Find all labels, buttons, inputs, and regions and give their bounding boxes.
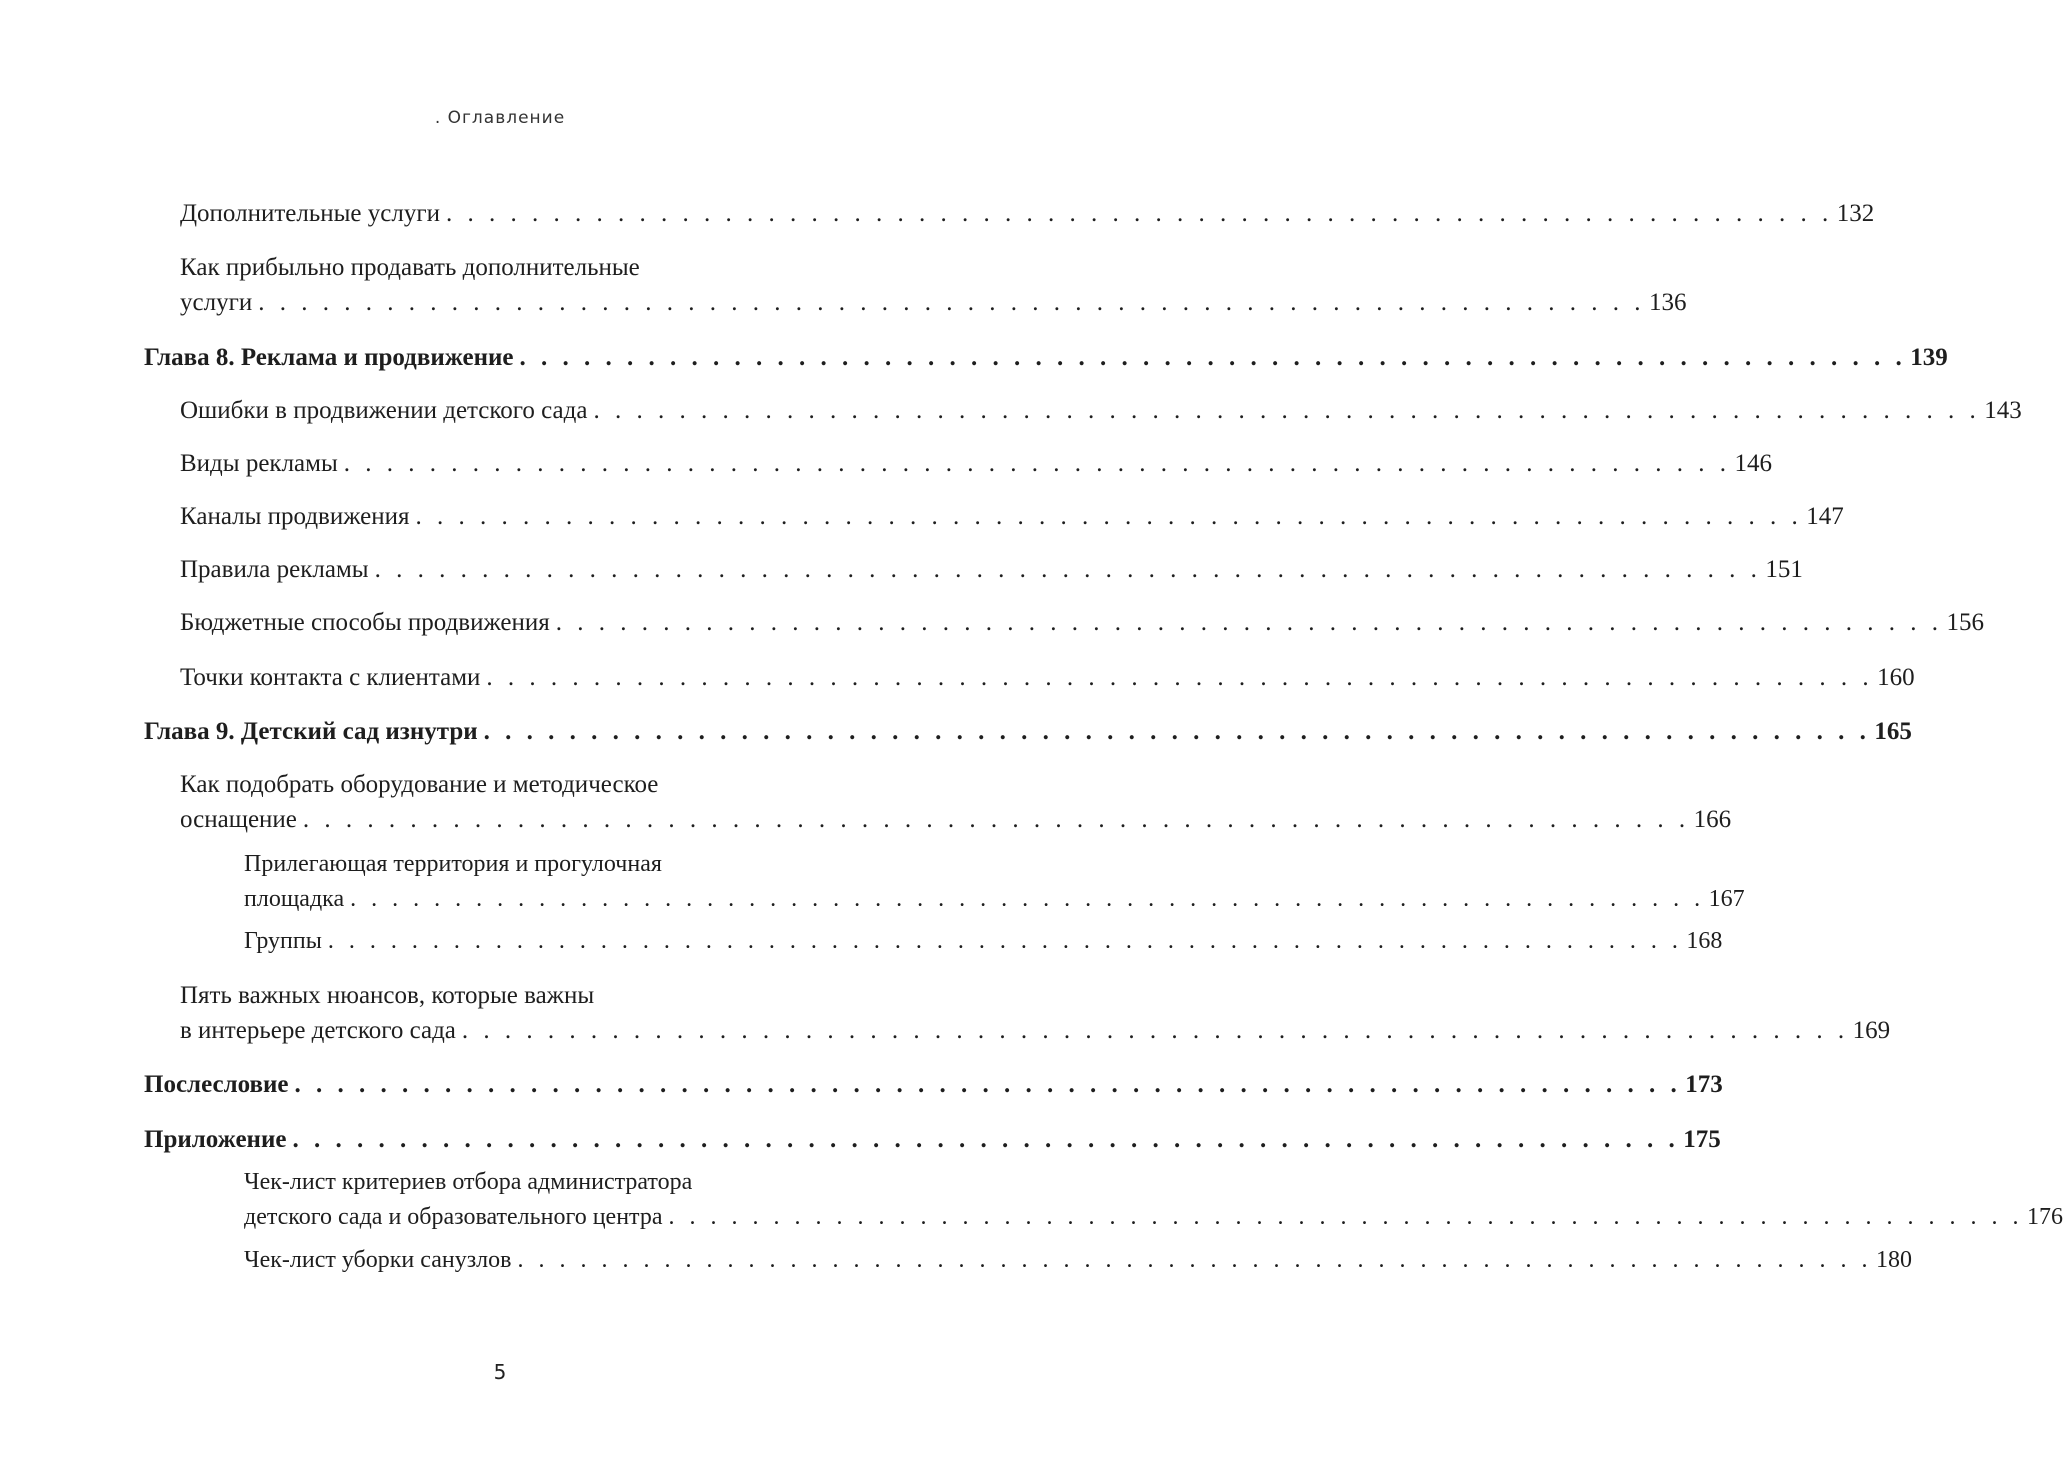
toc-page-number: 139 — [1910, 344, 1948, 371]
toc-entry-title: Глава 9. Детский сад изнутри — [144, 718, 478, 745]
dot-leader: . . . . . . . . . . . . . . . . . . . . . . . . . . . . . . . . . . . . . . . . . . . . . . . . . . . . . . . . . . . . . . . . . — [343, 450, 1731, 477]
toc-page-number: 160 — [1877, 664, 1915, 691]
toc-chapter-entry — [144, 1067, 1723, 1102]
toc-entry-title: Приложение — [144, 1126, 287, 1153]
dot-leader: . . . . . . . . . . . . . . . . . . . . . . . . . . . . . . . . . . . . . . . . . . . . . . . . . . . . . . . . . . . . . . . . . — [668, 1204, 2023, 1230]
running-head: . Оглавление — [434, 108, 566, 128]
toc-entry-row — [180, 552, 1803, 587]
toc-entry-title: Чек-лист уборки санузлов — [244, 1247, 512, 1273]
toc-page-number: 176 — [2026, 1204, 2063, 1230]
toc-entry-title: Группы — [244, 928, 322, 954]
toc-entry-title: Глава 8. Реклама и продвижение — [144, 344, 514, 371]
dot-leader: . . . . . . . . . . . . . . . . . . . . . . . . . . . . . . . . . . . . . . . . . . . . . . . . . . . . . . . . . . . . . . . . . — [294, 1071, 1682, 1098]
toc-page-number: 143 — [1984, 397, 2022, 424]
toc-subsubsection-entry — [244, 924, 1723, 959]
toc-page-number: 169 — [1852, 1017, 1891, 1044]
toc-entry-title: оснащение — [180, 806, 297, 833]
toc-entry-title: Бюджетные способы продвижения — [180, 609, 550, 636]
toc-page-number: 180 — [1876, 1247, 1912, 1273]
toc-entry-row — [180, 393, 2022, 428]
toc-entry-title: детского сада и образовательного центра — [244, 1204, 663, 1230]
toc-entry-row — [144, 340, 1948, 375]
toc-page-number: 175 — [1683, 1126, 1721, 1153]
toc-page-number: 166 — [1693, 806, 1732, 833]
toc-section-entry — [180, 605, 1985, 640]
toc-entry-row — [144, 1067, 1723, 1102]
toc-entry-title: Правила рекламы — [180, 556, 369, 583]
toc-page-number: 147 — [1806, 503, 1844, 530]
toc-entry-row — [244, 882, 1745, 917]
dot-leader: . . . . . . . . . . . . . . . . . . . . . . . . . . . . . . . . . . . . . . . . . . . . . . . . . . . . . . . . . . . . . . . . . — [555, 609, 1943, 636]
toc-entry-title: Послесловие — [144, 1071, 289, 1098]
dot-leader: . . . . . . . . . . . . . . . . . . . . . . . . . . . . . . . . . . . . . . . . . . . . . . . . . . . . . . . . . . . . . . . . . — [258, 289, 1645, 316]
toc-entry-row — [244, 924, 1723, 959]
toc-entry-title: Каналы продвижения — [180, 503, 410, 530]
toc-subsubsection-entry — [244, 847, 1745, 917]
toc-entry-title: Ошибки в продвижении детского сада — [180, 397, 588, 424]
toc-entry-row — [180, 605, 1985, 640]
toc-entry-row — [180, 196, 1875, 231]
dot-leader: . . . . . . . . . . . . . . . . . . . . . . . . . . . . . . . . . . . . . . . . . . . . . . . . . . . . . . . . . . . . . . . . . — [327, 928, 1683, 954]
toc-entry-title-line: Как подобрать оборудование и методическое — [180, 771, 659, 798]
toc-page-number: 165 — [1874, 718, 1912, 745]
toc-entry-row — [180, 1013, 1891, 1048]
toc-entry-row — [180, 802, 1732, 837]
toc-entry-title: в интерьере детского сада — [180, 1017, 456, 1044]
toc-section-entry — [180, 552, 1803, 587]
toc-page-number: 156 — [1946, 609, 1985, 636]
toc-entry-row — [180, 660, 1915, 695]
toc-section-entry — [180, 446, 1773, 481]
dot-leader: . . . . . . . . . . . . . . . . . . . . . . . . . . . . . . . . . . . . . . . . . . . . . . . . . . . . . . . . . . . . . . . . . — [292, 1126, 1680, 1153]
toc-page-number: 146 — [1734, 450, 1773, 477]
page-number: 5 — [493, 1360, 507, 1384]
toc-section-entry — [180, 250, 1687, 320]
toc-section-entry — [180, 499, 1844, 534]
dot-leader: . . . . . . . . . . . . . . . . . . . . . . . . . . . . . . . . . . . . . . . . . . . . . . . . . . . . . . . . . . . . . . . . . — [483, 718, 1871, 745]
toc-page-number: 151 — [1765, 556, 1803, 583]
dot-leader: . . . . . . . . . . . . . . . . . . . . . . . . . . . . . . . . . . . . . . . . . . . . . . . . . . . . . . . . . . . . . . . . . — [519, 344, 1907, 371]
toc-chapter-entry — [144, 1122, 1721, 1157]
toc-entry-title: Дополнительные услуги — [180, 200, 440, 227]
toc-entry-title-line: Чек-лист критериев отбора администратора — [244, 1169, 693, 1195]
toc-entry-title-line: Как прибыльно продавать дополнительные — [180, 254, 640, 281]
toc-page-number: 173 — [1685, 1071, 1723, 1098]
dot-leader: . . . . . . . . . . . . . . . . . . . . . . . . . . . . . . . . . . . . . . . . . . . . . . . . . . . . . . . . . . . . . . . . . — [374, 556, 1762, 583]
toc-entry-title: Виды рекламы — [180, 450, 338, 477]
toc-chapter-entry — [144, 714, 1912, 749]
dot-leader: . . . . . . . . . . . . . . . . . . . . . . . . . . . . . . . . . . . . . . . . . . . . . . . . . . . . . . . . . . . . . . . . . — [517, 1247, 1872, 1273]
toc-entry-title: Точки контакта с клиентами — [180, 664, 481, 691]
toc-entry-row — [144, 714, 1912, 749]
toc-section-entry — [180, 978, 1891, 1048]
toc-entry-row — [180, 285, 1687, 320]
toc-entry-row — [144, 1122, 1721, 1157]
dot-leader: . . . . . . . . . . . . . . . . . . . . . . . . . . . . . . . . . . . . . . . . . . . . . . . . . . . . . . . . . . . . . . . . . — [302, 806, 1690, 833]
toc-entry-row — [244, 1243, 1912, 1278]
dot-leader: . . . . . . . . . . . . . . . . . . . . . . . . . . . . . . . . . . . . . . . . . . . . . . . . . . . . . . . . . . . . . . . . . — [445, 200, 1833, 227]
toc-entry-row — [180, 446, 1773, 481]
toc-section-entry — [180, 393, 2022, 428]
toc-entry-row — [180, 499, 1844, 534]
toc-entry-title: площадка — [244, 886, 345, 912]
toc-entry-title: услуги — [180, 289, 253, 316]
dot-leader: . . . . . . . . . . . . . . . . . . . . . . . . . . . . . . . . . . . . . . . . . . . . . . . . . . . . . . . . . . . . . . . . . — [486, 664, 1874, 691]
dot-leader: . . . . . . . . . . . . . . . . . . . . . . . . . . . . . . . . . . . . . . . . . . . . . . . . . . . . . . . . . . . . . . . . . — [593, 397, 1981, 424]
toc-entry-title-line: Прилегающая территория и прогулочная — [244, 851, 662, 877]
toc-entry-title-line: Пять важных нюансов, которые важны — [180, 982, 595, 1009]
toc-page-number: 132 — [1836, 200, 1875, 227]
toc-section-entry — [180, 660, 1915, 695]
dot-leader: . . . . . . . . . . . . . . . . . . . . . . . . . . . . . . . . . . . . . . . . . . . . . . . . . . . . . . . . . . . . . . . . . — [350, 886, 1705, 912]
toc-entry-row — [244, 1200, 2063, 1235]
dot-leader: . . . . . . . . . . . . . . . . . . . . . . . . . . . . . . . . . . . . . . . . . . . . . . . . . . . . . . . . . . . . . . . . . — [415, 503, 1803, 530]
toc-subsubsection-entry — [244, 1165, 2063, 1235]
toc-page-number: 168 — [1686, 928, 1723, 954]
toc-page-number: 167 — [1708, 886, 1745, 912]
dot-leader: . . . . . . . . . . . . . . . . . . . . . . . . . . . . . . . . . . . . . . . . . . . . . . . . . . . . . . . . . . . . . . . . . — [461, 1017, 1849, 1044]
toc-section-entry — [180, 196, 1875, 231]
toc-section-entry — [180, 767, 1732, 837]
toc-subsubsection-entry — [244, 1243, 1912, 1278]
toc-chapter-entry — [144, 340, 1948, 375]
toc-page-number: 136 — [1648, 289, 1687, 316]
